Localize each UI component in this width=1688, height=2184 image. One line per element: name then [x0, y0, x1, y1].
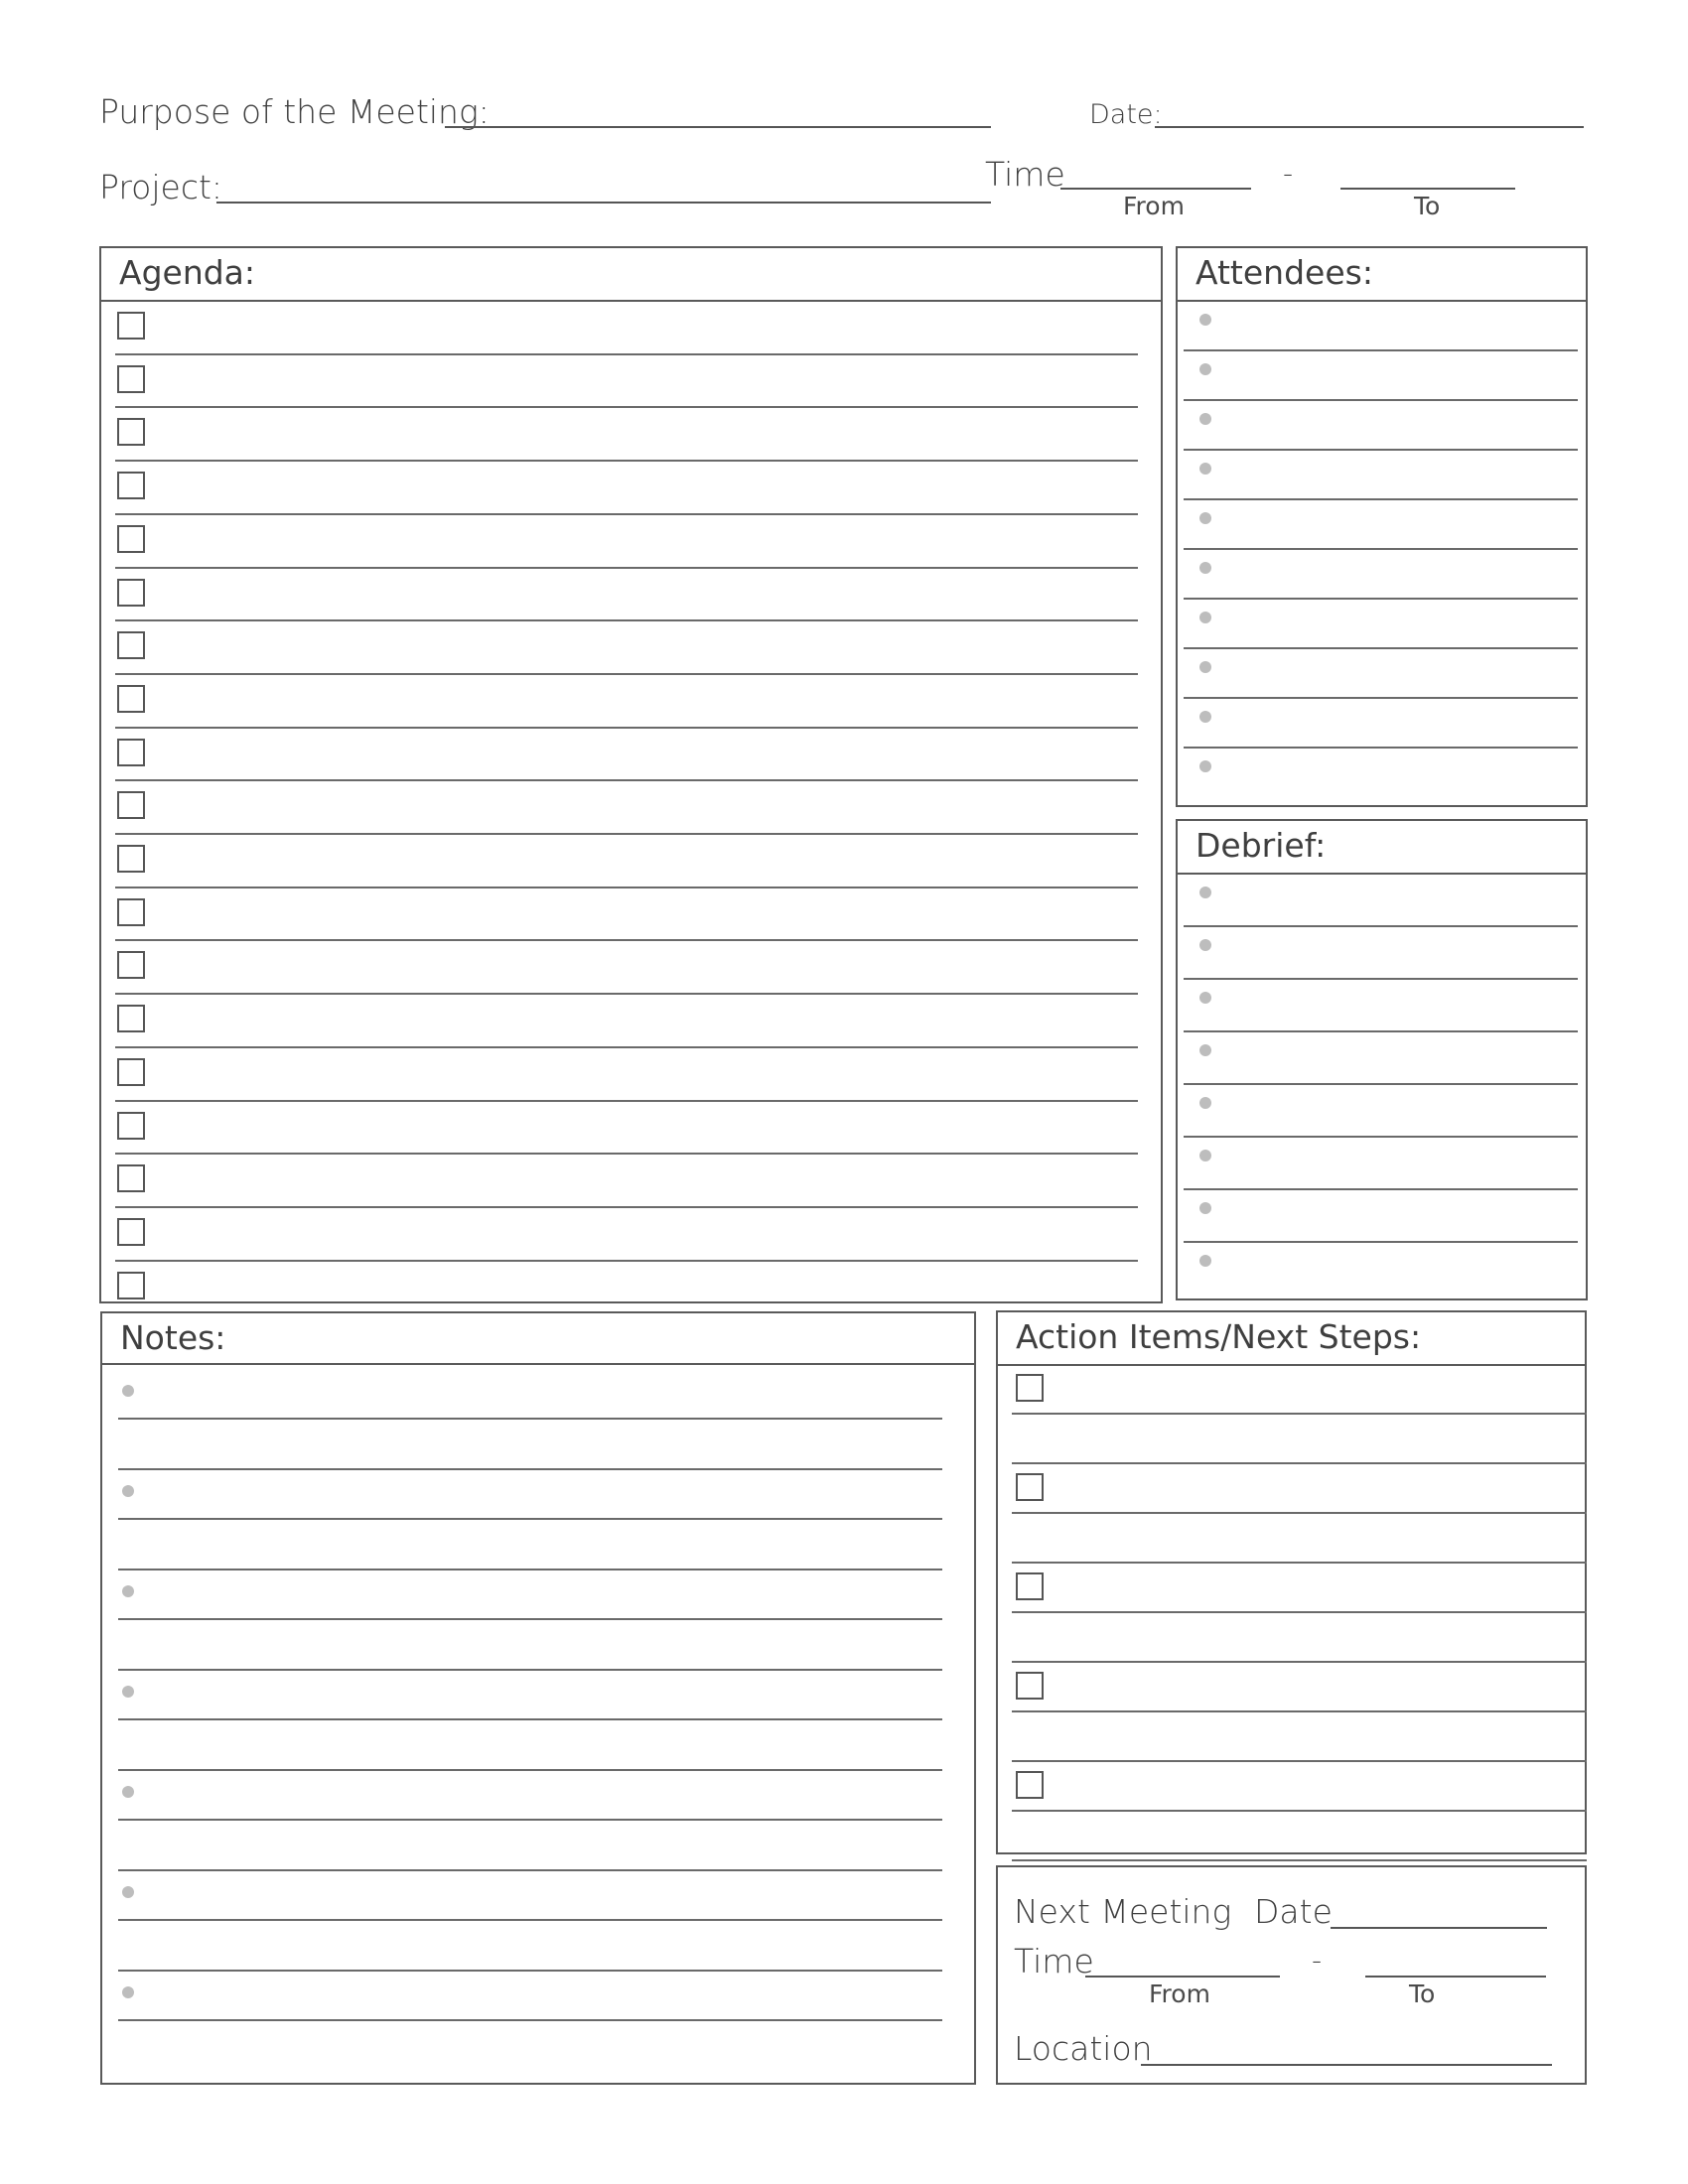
date-label: Date:	[1089, 99, 1163, 130]
action-item-line[interactable]	[1012, 1562, 1587, 1564]
notes-line[interactable]	[118, 1919, 942, 1921]
notes-header	[102, 1313, 974, 1365]
debrief-line[interactable]	[1184, 1241, 1578, 1243]
notes-title: Notes:	[120, 1318, 226, 1357]
time-from-caption: From	[1123, 192, 1185, 220]
attendee-line[interactable]	[1184, 747, 1578, 749]
notes-line[interactable]	[118, 1669, 942, 1671]
project-label: Project:	[99, 168, 223, 206]
action-item-line[interactable]	[1012, 1462, 1587, 1464]
attendee-bullet	[1199, 612, 1211, 623]
action-item-line[interactable]	[1012, 1710, 1587, 1712]
next-meeting-title: Next Meeting	[1014, 1892, 1232, 1931]
agenda-checkbox[interactable]	[117, 1005, 145, 1032]
attendee-line[interactable]	[1184, 598, 1578, 600]
attendee-bullet	[1199, 314, 1211, 326]
agenda-checkbox[interactable]	[117, 579, 145, 607]
debrief-line[interactable]	[1184, 1188, 1578, 1190]
agenda-line[interactable]	[115, 833, 1138, 835]
action-item-line[interactable]	[1012, 1810, 1587, 1812]
agenda-checkbox[interactable]	[117, 739, 145, 766]
agenda-line[interactable]	[115, 887, 1138, 888]
agenda-line[interactable]	[115, 1260, 1138, 1262]
attendee-line[interactable]	[1184, 449, 1578, 451]
time-to-field[interactable]	[1340, 188, 1515, 190]
notes-line[interactable]	[118, 1468, 942, 1470]
agenda-checkbox[interactable]	[117, 525, 145, 553]
action-item-checkbox[interactable]	[1016, 1771, 1044, 1799]
attendee-bullet	[1199, 760, 1211, 772]
agenda-checkbox[interactable]	[117, 1112, 145, 1140]
attendee-bullet	[1199, 661, 1211, 673]
notes-bullet	[122, 1886, 134, 1898]
attendees-title: Attendees:	[1196, 253, 1373, 292]
next-meeting-date-label: Date	[1254, 1892, 1333, 1931]
next-meeting-date-field[interactable]	[1331, 1927, 1547, 1929]
agenda-line[interactable]	[115, 460, 1138, 462]
attendee-bullet	[1199, 512, 1211, 524]
action-item-line[interactable]	[1012, 1611, 1587, 1613]
agenda-line[interactable]	[115, 673, 1138, 675]
agenda-line[interactable]	[115, 1100, 1138, 1102]
action-item-line[interactable]	[1012, 1760, 1587, 1762]
next-meeting-location-field[interactable]	[1141, 2064, 1552, 2066]
notes-bullet	[122, 1485, 134, 1497]
agenda-checkbox[interactable]	[117, 365, 145, 393]
attendee-line[interactable]	[1184, 697, 1578, 699]
notes-line[interactable]	[118, 1869, 942, 1871]
agenda-line[interactable]	[115, 353, 1138, 355]
agenda-checkbox[interactable]	[117, 1058, 145, 1086]
action-items-panel	[996, 1310, 1587, 1854]
debrief-title: Debrief:	[1196, 826, 1327, 865]
time-dash: -	[1283, 157, 1294, 190]
notes-line[interactable]	[118, 1819, 942, 1821]
action-items-title: Action Items/Next Steps:	[1016, 1317, 1422, 1356]
debrief-line[interactable]	[1184, 1136, 1578, 1138]
time-from-field[interactable]	[1060, 188, 1251, 190]
notes-bullet	[122, 1986, 134, 1998]
next-meeting-location-label: Location	[1014, 2029, 1153, 2068]
debrief-header	[1178, 821, 1586, 875]
agenda-panel	[99, 246, 1163, 1303]
purpose-field[interactable]	[445, 126, 991, 128]
attendee-bullet	[1199, 363, 1211, 375]
agenda-title: Agenda:	[119, 253, 256, 292]
agenda-checkbox[interactable]	[117, 791, 145, 819]
notes-bullet	[122, 1786, 134, 1798]
attendees-panel	[1176, 246, 1588, 807]
debrief-panel	[1176, 819, 1588, 1300]
agenda-line[interactable]	[115, 1046, 1138, 1048]
agenda-checkbox[interactable]	[117, 898, 145, 926]
next-meeting-time-to-field[interactable]	[1365, 1976, 1546, 1978]
next-meeting-to-caption: To	[1409, 1979, 1436, 2008]
debrief-bullet	[1199, 939, 1211, 951]
time-label: Time	[985, 155, 1065, 194]
attendee-bullet	[1199, 413, 1211, 425]
agenda-checkbox[interactable]	[117, 1272, 145, 1299]
agenda-line[interactable]	[115, 567, 1138, 569]
debrief-bullet	[1199, 992, 1211, 1004]
action-item-checkbox[interactable]	[1016, 1572, 1044, 1600]
debrief-bullet	[1199, 1202, 1211, 1214]
next-meeting-time-label: Time	[1014, 1942, 1094, 1980]
agenda-line[interactable]	[115, 406, 1138, 408]
attendee-bullet	[1199, 463, 1211, 475]
action-item-line[interactable]	[1012, 1413, 1587, 1415]
notes-line[interactable]	[118, 1769, 942, 1771]
agenda-checkbox[interactable]	[117, 685, 145, 713]
attendee-bullet	[1199, 711, 1211, 723]
agenda-checkbox[interactable]	[117, 631, 145, 659]
agenda-line[interactable]	[115, 513, 1138, 515]
debrief-bullet	[1199, 887, 1211, 898]
agenda-line[interactable]	[115, 939, 1138, 941]
next-meeting-time-from-field[interactable]	[1085, 1976, 1280, 1978]
notes-bullet	[122, 1585, 134, 1597]
action-item-line[interactable]	[1012, 1661, 1587, 1663]
next-meeting-panel	[996, 1865, 1587, 2085]
attendee-line[interactable]	[1184, 548, 1578, 550]
agenda-line[interactable]	[115, 619, 1138, 621]
attendee-line[interactable]	[1184, 647, 1578, 649]
notes-line[interactable]	[118, 1970, 942, 1972]
next-meeting-time-dash: -	[1312, 1944, 1323, 1977]
time-to-caption: To	[1414, 192, 1441, 220]
agenda-checkbox[interactable]	[117, 1164, 145, 1192]
notes-line[interactable]	[118, 1718, 942, 1720]
debrief-bullet	[1199, 1150, 1211, 1161]
purpose-label: Purpose of the Meeting:	[99, 92, 490, 131]
action-item-line[interactable]	[1012, 1512, 1587, 1514]
agenda-checkbox[interactable]	[117, 845, 145, 873]
notes-bullet	[122, 1385, 134, 1397]
agenda-checkbox[interactable]	[117, 312, 145, 340]
agenda-checkbox[interactable]	[117, 472, 145, 499]
notes-line[interactable]	[118, 1418, 942, 1420]
action-item-checkbox[interactable]	[1016, 1374, 1044, 1402]
notes-line[interactable]	[118, 2019, 942, 2021]
action-item-line[interactable]	[1012, 1859, 1587, 1861]
agenda-line[interactable]	[115, 1153, 1138, 1155]
action-item-checkbox[interactable]	[1016, 1473, 1044, 1501]
agenda-header	[101, 248, 1161, 302]
attendee-line[interactable]	[1184, 498, 1578, 500]
agenda-line[interactable]	[115, 727, 1138, 729]
project-field[interactable]	[216, 202, 991, 204]
debrief-line[interactable]	[1184, 978, 1578, 980]
debrief-bullet	[1199, 1044, 1211, 1056]
agenda-checkbox[interactable]	[117, 418, 145, 446]
notes-bullet	[122, 1686, 134, 1698]
agenda-line[interactable]	[115, 779, 1138, 781]
attendee-bullet	[1199, 562, 1211, 574]
agenda-line[interactable]	[115, 1206, 1138, 1208]
debrief-line[interactable]	[1184, 925, 1578, 927]
action-item-checkbox[interactable]	[1016, 1672, 1044, 1700]
debrief-line[interactable]	[1184, 1083, 1578, 1085]
attendees-header	[1178, 248, 1586, 302]
attendee-line[interactable]	[1184, 349, 1578, 351]
agenda-checkbox[interactable]	[117, 1218, 145, 1246]
date-field[interactable]	[1155, 126, 1584, 128]
debrief-bullet	[1199, 1097, 1211, 1109]
notes-line[interactable]	[118, 1518, 942, 1520]
notes-panel	[100, 1311, 976, 2085]
notes-line[interactable]	[118, 1618, 942, 1620]
action-items-header	[998, 1312, 1585, 1366]
notes-line[interactable]	[118, 1569, 942, 1570]
attendee-line[interactable]	[1184, 399, 1578, 401]
debrief-line[interactable]	[1184, 1030, 1578, 1032]
agenda-line[interactable]	[115, 993, 1138, 995]
next-meeting-from-caption: From	[1149, 1979, 1210, 2008]
agenda-checkbox[interactable]	[117, 951, 145, 979]
debrief-bullet	[1199, 1255, 1211, 1267]
